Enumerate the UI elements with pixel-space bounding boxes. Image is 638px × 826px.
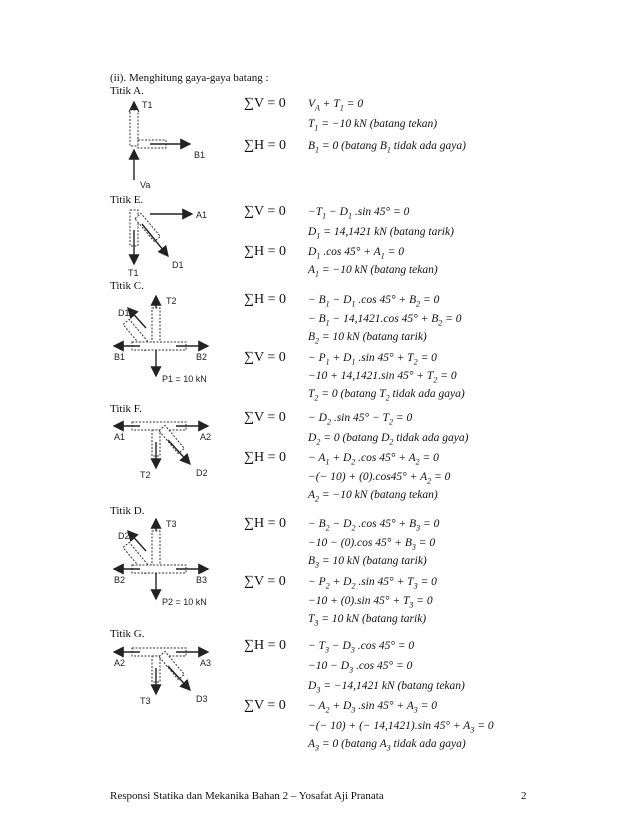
label-b2: B2 xyxy=(114,575,126,585)
label-t3: T3 xyxy=(166,519,177,529)
label-a3: A3 xyxy=(200,658,212,668)
equation-line: $A_2 = -10$ kN (batang tekan) xyxy=(308,489,438,504)
label-p1: P1 = 10 kN xyxy=(162,374,207,384)
joint-diagram-c xyxy=(110,292,220,384)
equation-line: − $P_1 + D_1$ .sin $45^\circ + T_2 = 0$ xyxy=(308,352,437,367)
equation-line: − $D_2$ .sin $45^\circ - T_2 = 0$ xyxy=(308,412,413,427)
label-d3: D3 xyxy=(196,694,208,704)
equation-line: − $B_2 - D_2$ .cos $45^\circ + B_3 = 0$ xyxy=(308,518,440,533)
member-t2 xyxy=(152,308,160,344)
equation-line: −10 + (0).sin $45^\circ + T_3 = 0$ xyxy=(308,595,433,610)
equation-line: $D_2 = 0$ (batang $D_2$ tidak ada gaya) xyxy=(308,432,469,447)
equation-line: −10 + 14,1421.sin $45^\circ + T_2 = 0$ xyxy=(308,370,457,385)
equation-line: −(− $10) + (0).\cos 45^\circ + A_2 = 0$ xyxy=(308,471,451,486)
label-a1: A1 xyxy=(196,210,208,220)
label-t3: T3 xyxy=(140,696,151,706)
label-b3: B3 xyxy=(196,575,208,585)
sum-condition: ∑V = 0 xyxy=(244,698,286,713)
sum-condition: ∑V = 0 xyxy=(244,410,286,425)
sum-condition: ∑H = 0 xyxy=(244,638,286,653)
equation-line: $-10 - D_3$ .cos 45° = 0 xyxy=(308,660,413,675)
joint-diagram-a xyxy=(110,96,220,192)
equation-line: −(− 10) + (− 14,1421).sin $45^\circ + A_3 = 0$ xyxy=(308,720,494,735)
equation-line: − $A_1 + D_2$ .cos $45^\circ + A_2 = 0$ xyxy=(308,452,439,467)
label-va: Va xyxy=(140,180,151,190)
section-title: Titik A. xyxy=(110,85,144,97)
member-t3 xyxy=(152,531,160,567)
equation-line: $T_1 = -10$ kN (batang tekan) xyxy=(308,118,438,133)
equation-line: $-T_1 - D_1$ .sin 45° = 0 xyxy=(308,206,410,221)
equation-line: $B_1 = 0$ (batang $B_1$ tidak ada gaya) xyxy=(308,140,466,155)
joint-diagram-e xyxy=(110,200,220,278)
sum-condition: ∑H = 0 xyxy=(244,292,286,307)
equation-line: $D_1 = 14,1421$ kN (batang tarik) xyxy=(308,226,454,241)
equation-line: $T_3 = 10$ kN (batang tarik) xyxy=(308,613,427,628)
label-a2: A2 xyxy=(114,658,126,668)
label-b1: B1 xyxy=(194,150,206,160)
label-t1: T1 xyxy=(142,100,153,110)
joint-diagram-d xyxy=(110,515,220,607)
joint-diagram-f xyxy=(110,412,220,482)
sum-condition: ∑V = 0 xyxy=(244,574,286,589)
label-d2: D2 xyxy=(196,468,208,478)
label-t2: T2 xyxy=(140,470,151,480)
section-heading: (ii). Menghitung gaya-gaya batang : xyxy=(110,72,269,84)
sum-condition: ∑H = 0 xyxy=(244,138,286,153)
label-d1: D1 xyxy=(172,260,184,270)
label-p2: P2 = 10 kN xyxy=(162,597,207,607)
label-d1: D1 xyxy=(118,308,130,318)
label-t2: T2 xyxy=(166,296,177,306)
equation-line: $T_2 = 0$ (batang $T_2$ tidak ada gaya) xyxy=(308,388,465,403)
equation-line: $A_3 = 0$ (batang $A_3$ tidak ada gaya) xyxy=(308,738,466,753)
label-a2: A2 xyxy=(200,432,212,442)
label-b1: B1 xyxy=(114,352,126,362)
sum-condition: ∑V = 0 xyxy=(244,350,286,365)
sum-condition: ∑H = 0 xyxy=(244,244,286,259)
sum-condition: ∑H = 0 xyxy=(244,516,286,531)
label-d2: D2 xyxy=(118,531,130,541)
section-title: Titik F. xyxy=(110,403,142,415)
equation-line: $D_3 = -14,1421$ kN (batang tekan) xyxy=(308,680,465,695)
equation-line: − $P_2 + D_2$ .sin $45^\circ + T_3 = 0$ xyxy=(308,576,437,591)
section-title: Titik G. xyxy=(110,628,145,640)
equation-line: $V_A + T_1 = 0$ xyxy=(308,98,364,113)
page-number: 2 xyxy=(521,790,527,802)
label-a1: A1 xyxy=(114,432,126,442)
equation-line: − $T_3 - D_3$ .cos 45° = 0 xyxy=(308,640,415,655)
joint-diagram-g xyxy=(110,638,220,708)
sum-condition: ∑H = 0 xyxy=(244,450,286,465)
equation-line: $A_1 = -10$ kN (batang tekan) xyxy=(308,264,438,279)
sum-condition: ∑V = 0 xyxy=(244,96,286,111)
section-title: Titik D. xyxy=(110,505,145,517)
section-title: Titik C. xyxy=(110,280,144,292)
label-t1: T1 xyxy=(128,268,139,278)
sum-condition: ∑V = 0 xyxy=(244,204,286,219)
footer-text: Responsi Statika dan Mekanika Bahan 2 – Yosafat Aji Pranata xyxy=(110,790,384,802)
equation-line: $B_3 = 10$ kN (batang tarik) xyxy=(308,555,427,570)
member-t1 xyxy=(130,110,138,146)
label-b2: B2 xyxy=(196,352,208,362)
section-title: Titik E. xyxy=(110,194,144,206)
equation-line: $D_1$ .cos $45^\circ + A_1 = 0$ xyxy=(308,246,404,261)
equation-line: − $B_1 - 14,1421.\cos$ $45^\circ + B_2 = 0$ xyxy=(308,313,462,328)
equation-line: −10 − (0).cos $45^\circ + B_3 = 0$ xyxy=(308,537,436,552)
equation-line: − $A_2 + D_3$ .sin $45^\circ + A_3 = 0$ xyxy=(308,700,438,715)
equation-line: $B_2 = 10$ kN (batang tarik) xyxy=(308,331,427,346)
member-d1-arrow xyxy=(142,224,168,256)
equation-line: − $B_1 - D_1$ .cos $45^\circ + B_2 = 0$ xyxy=(308,294,440,309)
member-d1 xyxy=(135,213,160,241)
